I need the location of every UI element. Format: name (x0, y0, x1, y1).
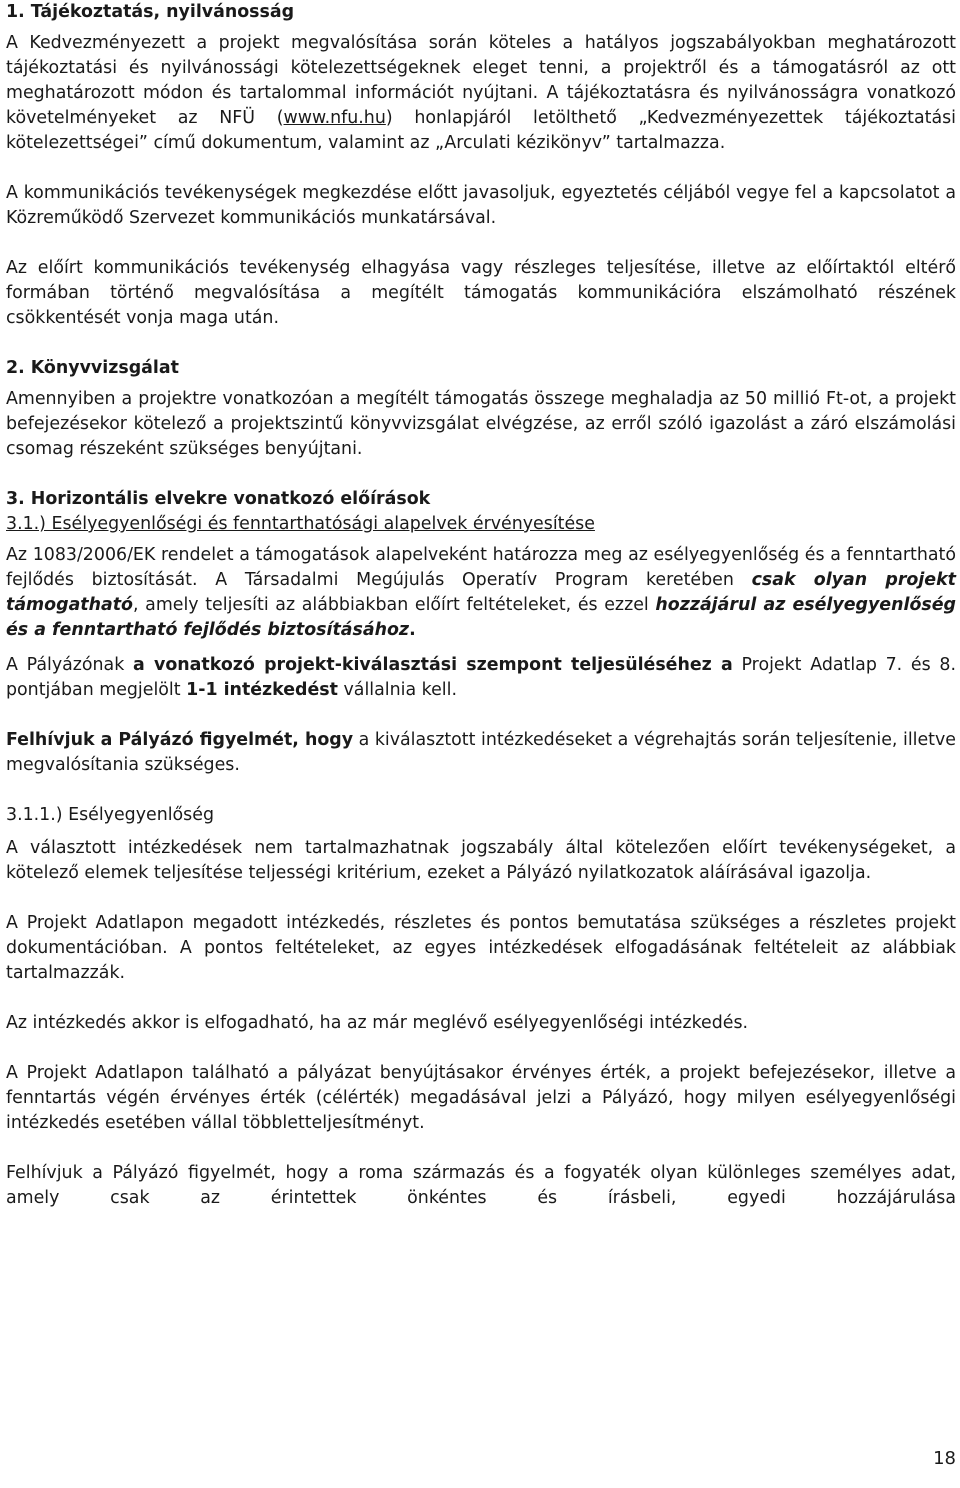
section-3-paragraph-6: Az intézkedés akkor is elfogadható, ha az már meglévő esélyegyenlőségi intézkedés. (6, 1013, 749, 1033)
document-page (6, 0, 956, 1211)
section-2-title: 2. Könyvvizsgálat (6, 358, 179, 378)
emphasis-text: csak olyan projekt támogatható (6, 570, 956, 615)
nfu-link[interactable]: www.nfu.hu (283, 108, 386, 128)
paragraph-text: Projekt Adatlap 7. és 8. pontjában megjelölt (6, 655, 956, 700)
subsection-3-1-title: 3.1.) Esélyegyenlőségi és fenntarthatósági alapelvek érvényesítése (6, 514, 595, 534)
paragraph-text: a kiválasztott intézkedéseket a végrehajtás során teljesítenie, illetve megvalósítania szükséges. (6, 730, 956, 775)
subsection-3-1-1-title: 3.1.1.) Esélyegyenlőség (6, 805, 214, 825)
emphasis-text: hozzájárul az esélyegyenlőség és a fenntartható fejlődés biztosításához (6, 595, 956, 640)
paragraph-text: Az 1083/2006/EK rendelet a támogatások alapelveként határozza meg az esélyegyenlőség és a fenntartható fejlődés biztosítását. A Társadalmi Megújulás Operatív Program keretében (6, 545, 956, 590)
paragraph-text: , amely teljesíti az alábbiakban előírt feltételeket, és ezzel (133, 595, 656, 615)
section-1-paragraph-2: A kommunikációs tevékenységek megkezdése előtt javasoljuk, egyeztetés céljából vegye fel a kapcsolatot a Közreműködő Szervezet kommunikációs munkatársával. (6, 183, 956, 228)
page-number: 18 (933, 1448, 956, 1469)
emphasis-text: a vonatkozó projekt-kiválasztási szempont teljesüléséhez a (133, 655, 733, 675)
paragraph-text: ) honlapjáról letölthető „Kedvezményezettek tájékoztatási kötelezettségei” című dokumentum, valamint az „Arculati kézikönyv” tartalmazza. (6, 108, 956, 153)
section-2-paragraph-1: Amennyiben a projektre vonatkozóan a megítélt támogatás összege meghaladja az 50 millió Ft-ot, a projekt befejezésekor kötelező a projektszintű könyvvizsgálat elvégzése, az erről szóló igazolást a záró elszámolási csomag részeként szükséges benyújtani. (6, 389, 956, 459)
section-1-paragraph-3: Az előírt kommunikációs tevékenység elhagyása vagy részleges teljesítése, illetve az előírtaktól eltérő formában történő megvalósítása a megítélt támogatás kommunikációra elszámolható részének csökkentését vonja maga után. (6, 258, 956, 328)
paragraph-text: vállalnia kell. (337, 680, 457, 700)
emphasis-text: 1-1 intézkedést (186, 680, 338, 700)
emphasis-text: Felhívjuk a Pályázó figyelmét, hogy (6, 730, 354, 750)
section-1-paragraph-1 (6, 31, 956, 156)
section-3-paragraph-7: A Projekt Adatlapon található a pályázat benyújtásakor érvényes érték, a projekt befejezésekor, illetve a fenntartás végén érvényes érték (célérték) megadásával jelzi a Pályázó, hogy milyen esélyegyenlőségi intézkedés esetében vállal többletteljesítményt. (6, 1063, 956, 1133)
section-3-paragraph-1 (6, 543, 956, 643)
paragraph-text: . (409, 620, 416, 640)
paragraph-text: A Pályázónak (6, 655, 134, 675)
section-3-paragraph-4: A választott intézkedések nem tartalmazhatnak jogszabály által kötelezően előírt tevékenységeket, a kötelező elemek teljesítése teljességi kritérium, ezeket a Pályázó nyilatkozatok aláírásával igazolja. (6, 838, 956, 883)
section-1-title: 1. Tájékoztatás, nyilvánosság (6, 2, 295, 22)
section-3-paragraph-2 (6, 653, 956, 703)
section-3-title: 3. Horizontális elvekre vonatkozó előírások (6, 489, 431, 509)
paragraph-text: A Kedvezményezett a projekt megvalósítása során köteles a hatályos jogszabályokban meghatározott tájékoztatási és nyilvánossági kötelezettségeknek eleget tenni, a projektről és a támogatásról az ott meghatározott módon és tartalommal információt nyújtani. A tájékoztatásra és nyilvánosságra vonatkozó követelményeket az NFÜ ( (6, 33, 956, 128)
section-3-paragraph-3 (6, 728, 956, 778)
section-3-paragraph-5: A Projekt Adatlapon megadott intézkedés, részletes és pontos bemutatása szükséges a részletes projekt dokumentációban. A pontos feltételeket, az egyes intézkedések elfogadásának feltételeit az alábbiak tartalmazzák. (6, 913, 956, 983)
section-3-paragraph-8: Felhívjuk a Pályázó figyelmét, hogy a roma származás és a fogyaték olyan különleges személyes adat, amely csak az érintettek önkéntes és írásbeli, egyedi hozzájárulása (6, 1163, 956, 1208)
